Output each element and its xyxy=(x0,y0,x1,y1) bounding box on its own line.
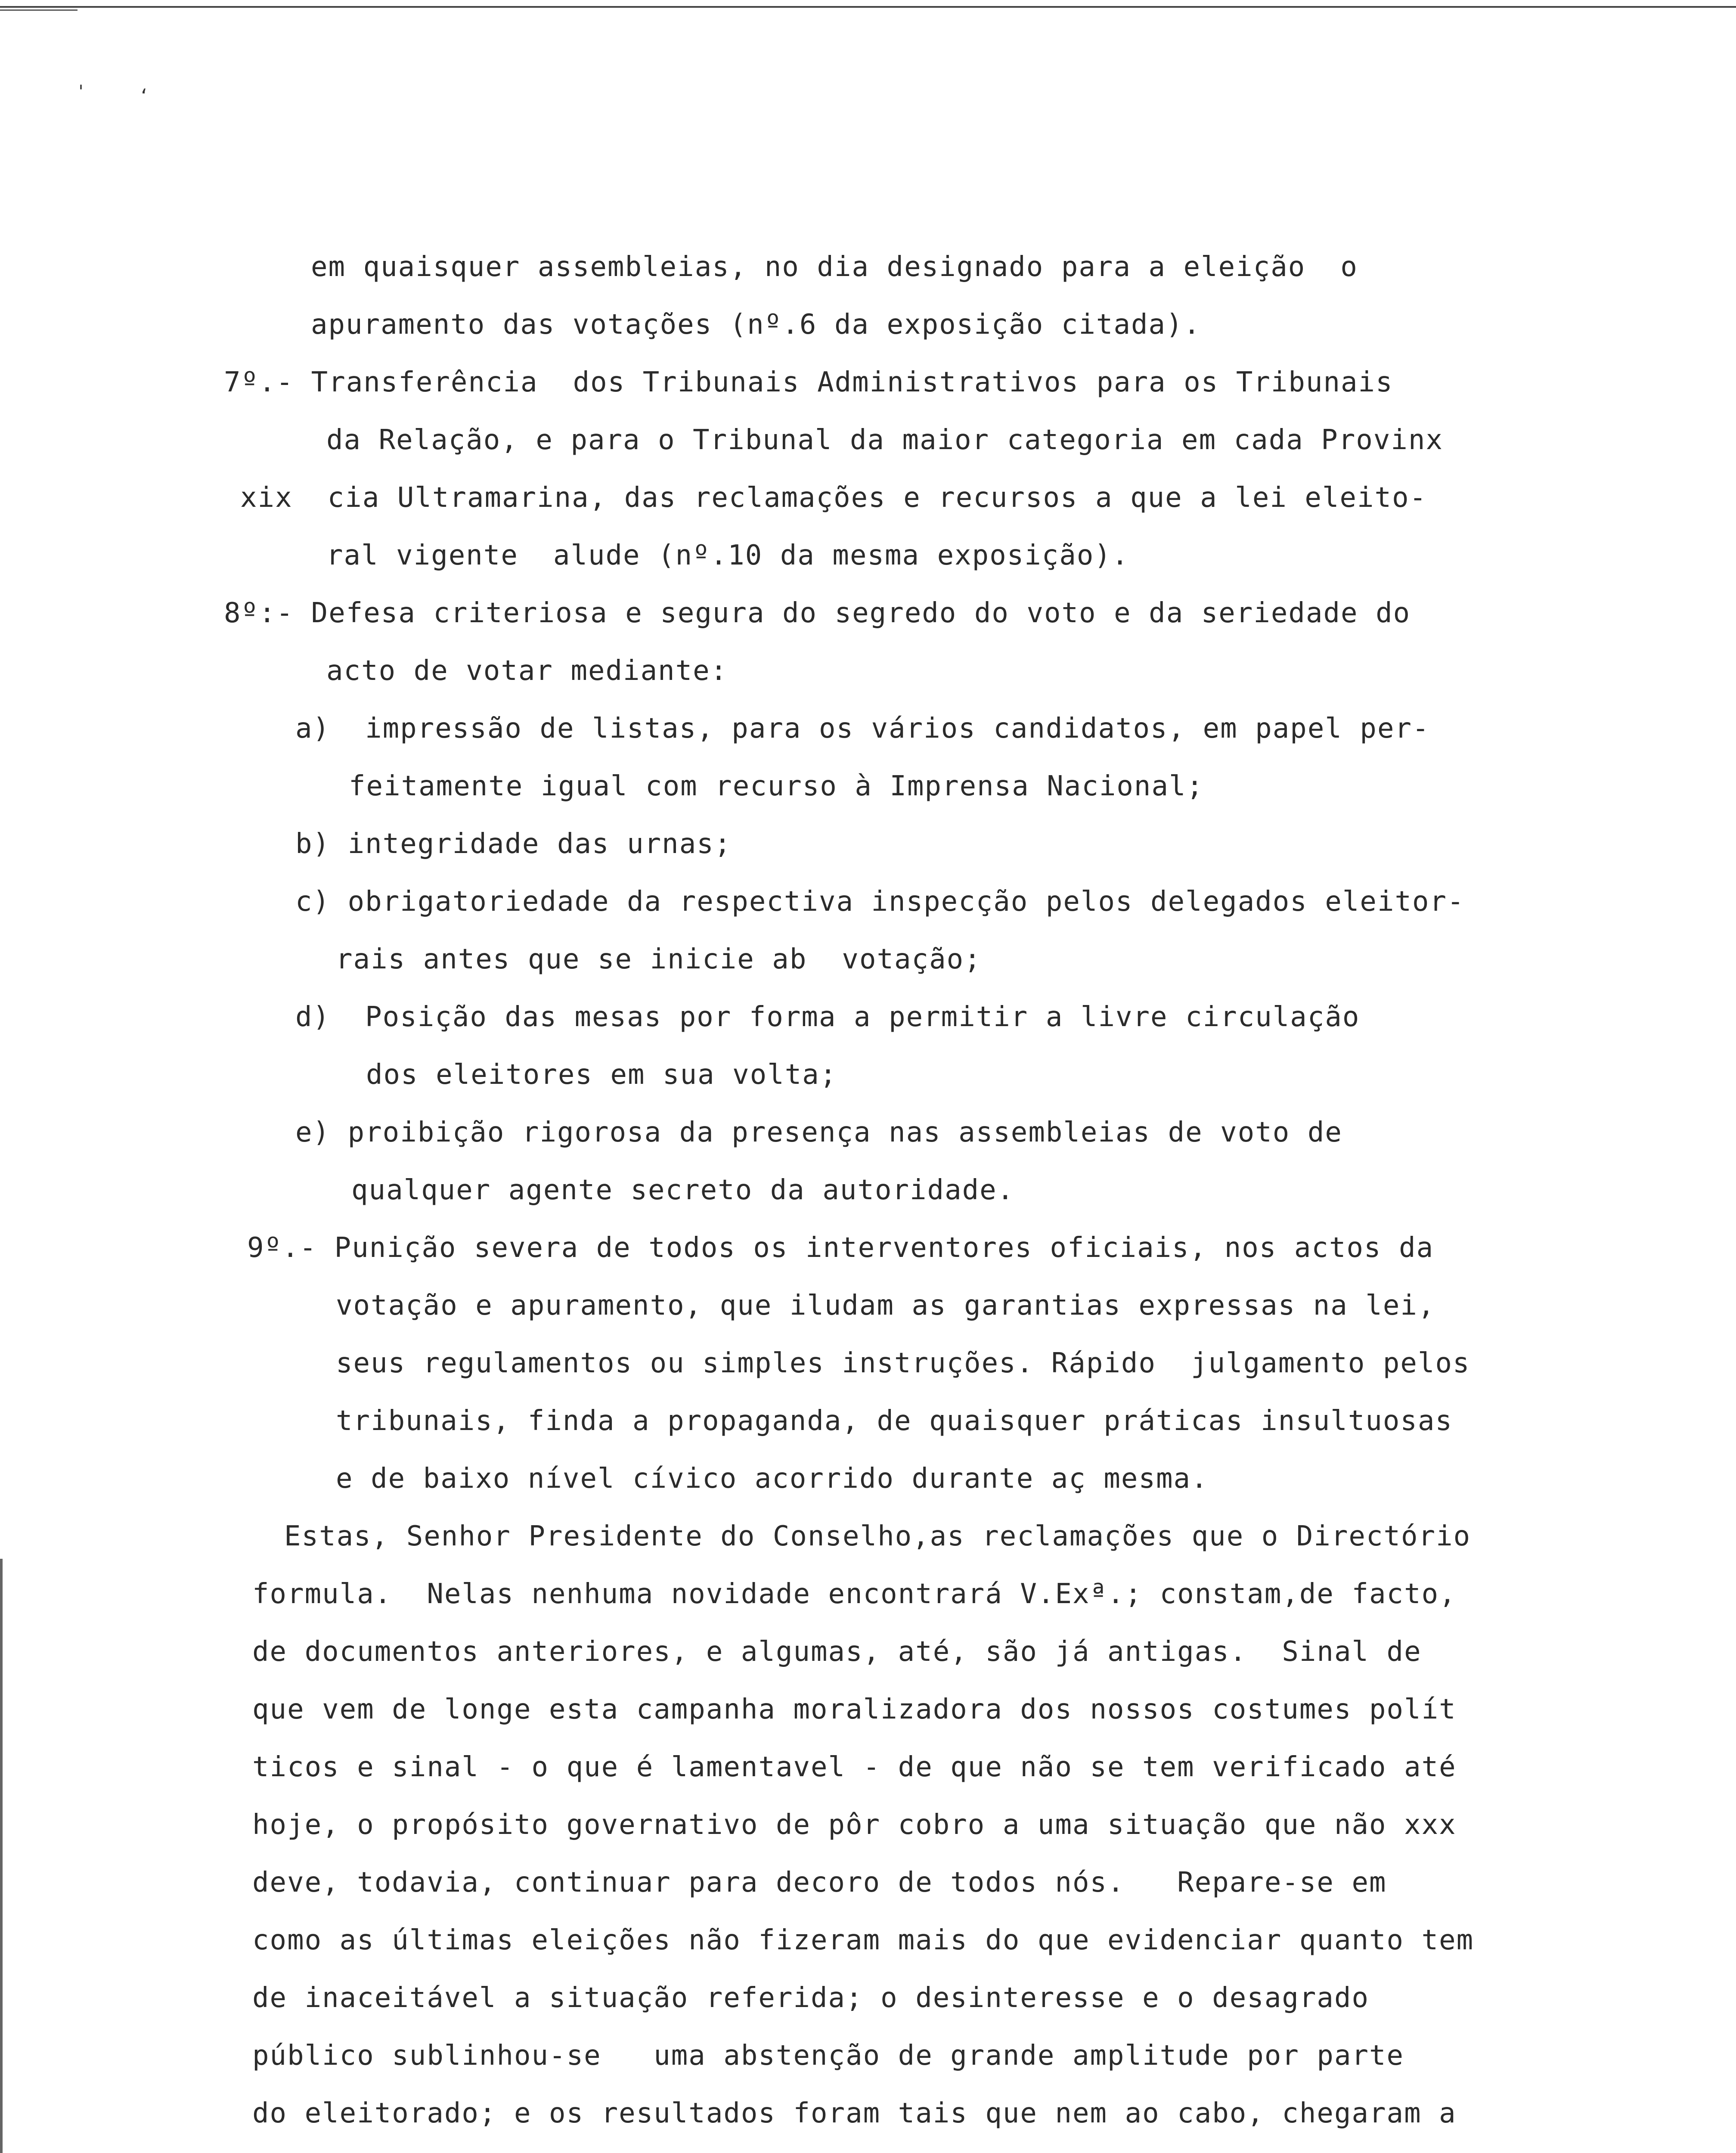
text-line: formula. Nelas nenhuma novidade encontrará V.Exª.; constam,de facto, xyxy=(252,1578,1457,1610)
text-line: seus regulamentos ou simples instruções. Rápido julgamento pelos xyxy=(336,1347,1470,1379)
text-line: público sublinhou-se uma abstenção de grande amplitude por parte xyxy=(252,2040,1404,2072)
text-line: tribunais, finda a propaganda, de quaisquer práticas insultuosas xyxy=(336,1405,1453,1437)
text-line: ticos e sinal - o que é lamentavel - de que não se tem verificado até xyxy=(252,1751,1457,1783)
text-line: ral vigente alude (nº.10 da mesma exposição). xyxy=(326,540,1129,571)
text-line: a) impressão de listas, para os vários candidatos, em papel per- xyxy=(295,713,1430,745)
text-line: 7º.- Transferência dos Tribunais Administrativos para os Tribunais xyxy=(224,366,1393,398)
text-line: xix cia Ultramarina, das reclamações e recursos a que a lei eleito- xyxy=(240,482,1427,514)
text-line: rais antes que se inicie ab votação; xyxy=(336,943,982,975)
text-line: como as últimas eleições não fizeram mais do que evidenciar quanto tem xyxy=(252,1924,1474,1956)
text-line: d) Posição das mesas por forma a permitir a livre circulação xyxy=(295,1001,1360,1033)
text-line: e de baixo nível cívico acorrido durante aç mesma. xyxy=(336,1463,1209,1495)
text-line: apuramento das votações (nº.6 da exposição citada). xyxy=(311,309,1201,341)
text-line: 9º.- Punição severa de todos os interventores oficiais, nos actos da xyxy=(247,1232,1434,1264)
page-edge-top xyxy=(0,6,1736,8)
text-line: em quaisquer assembleias, no dia designado para a eleição o xyxy=(311,251,1358,283)
text-line: de inaceitável a situação referida; o desinteresse e o desagrado xyxy=(252,1982,1369,2014)
text-line: hoje, o propósito governativo de pôr cobro a uma situação que não xxx xyxy=(252,1809,1457,1841)
text-line: do eleitorado; e os resultados foram tais que nem ao cabo, chegaram a xyxy=(252,2097,1457,2129)
text-line: que vem de longe esta campanha moralizadora dos nossos costumes polít xyxy=(252,1694,1457,1725)
text-line: de documentos anteriores, e algumas, até, são já antigas. Sinal de xyxy=(252,1636,1422,1668)
text-line: b) integridade das urnas; xyxy=(295,828,732,860)
text-line: da Relação, e para o Tribunal da maior categoria em cada Provinx xyxy=(326,424,1443,456)
text-line: deve, todavia, continuar para decoro de todos nós. Repare-se em xyxy=(252,1867,1387,1899)
text-line: feitamente igual com recurso à Imprensa Nacional; xyxy=(349,770,1204,802)
text-line: acto de votar mediante: xyxy=(326,655,728,687)
margin-mark: ‘ xyxy=(139,86,149,106)
margin-mark: ' xyxy=(76,82,87,102)
text-line: votação e apuramento, que iludam as garantias expressas na lei, xyxy=(336,1290,1435,1322)
page-edge-left xyxy=(0,1559,3,2153)
text-line: Estas, Senhor Presidente do Conselho,as reclamações que o Directório xyxy=(284,1520,1471,1552)
text-line: c) obrigatoriedade da respectiva inspecção pelos delegados eleitor- xyxy=(295,886,1465,918)
text-line: 8º:- Defesa criteriosa e segura do segredo do voto e da seriedade do xyxy=(224,597,1411,629)
text-line: qualquer agente secreto da autoridade. xyxy=(351,1174,1015,1206)
text-line: e) proibição rigorosa da presença nas assembleias de voto de xyxy=(295,1117,1342,1148)
text-line: dos eleitores em sua volta; xyxy=(366,1059,837,1091)
page-edge-top-left xyxy=(0,9,78,11)
